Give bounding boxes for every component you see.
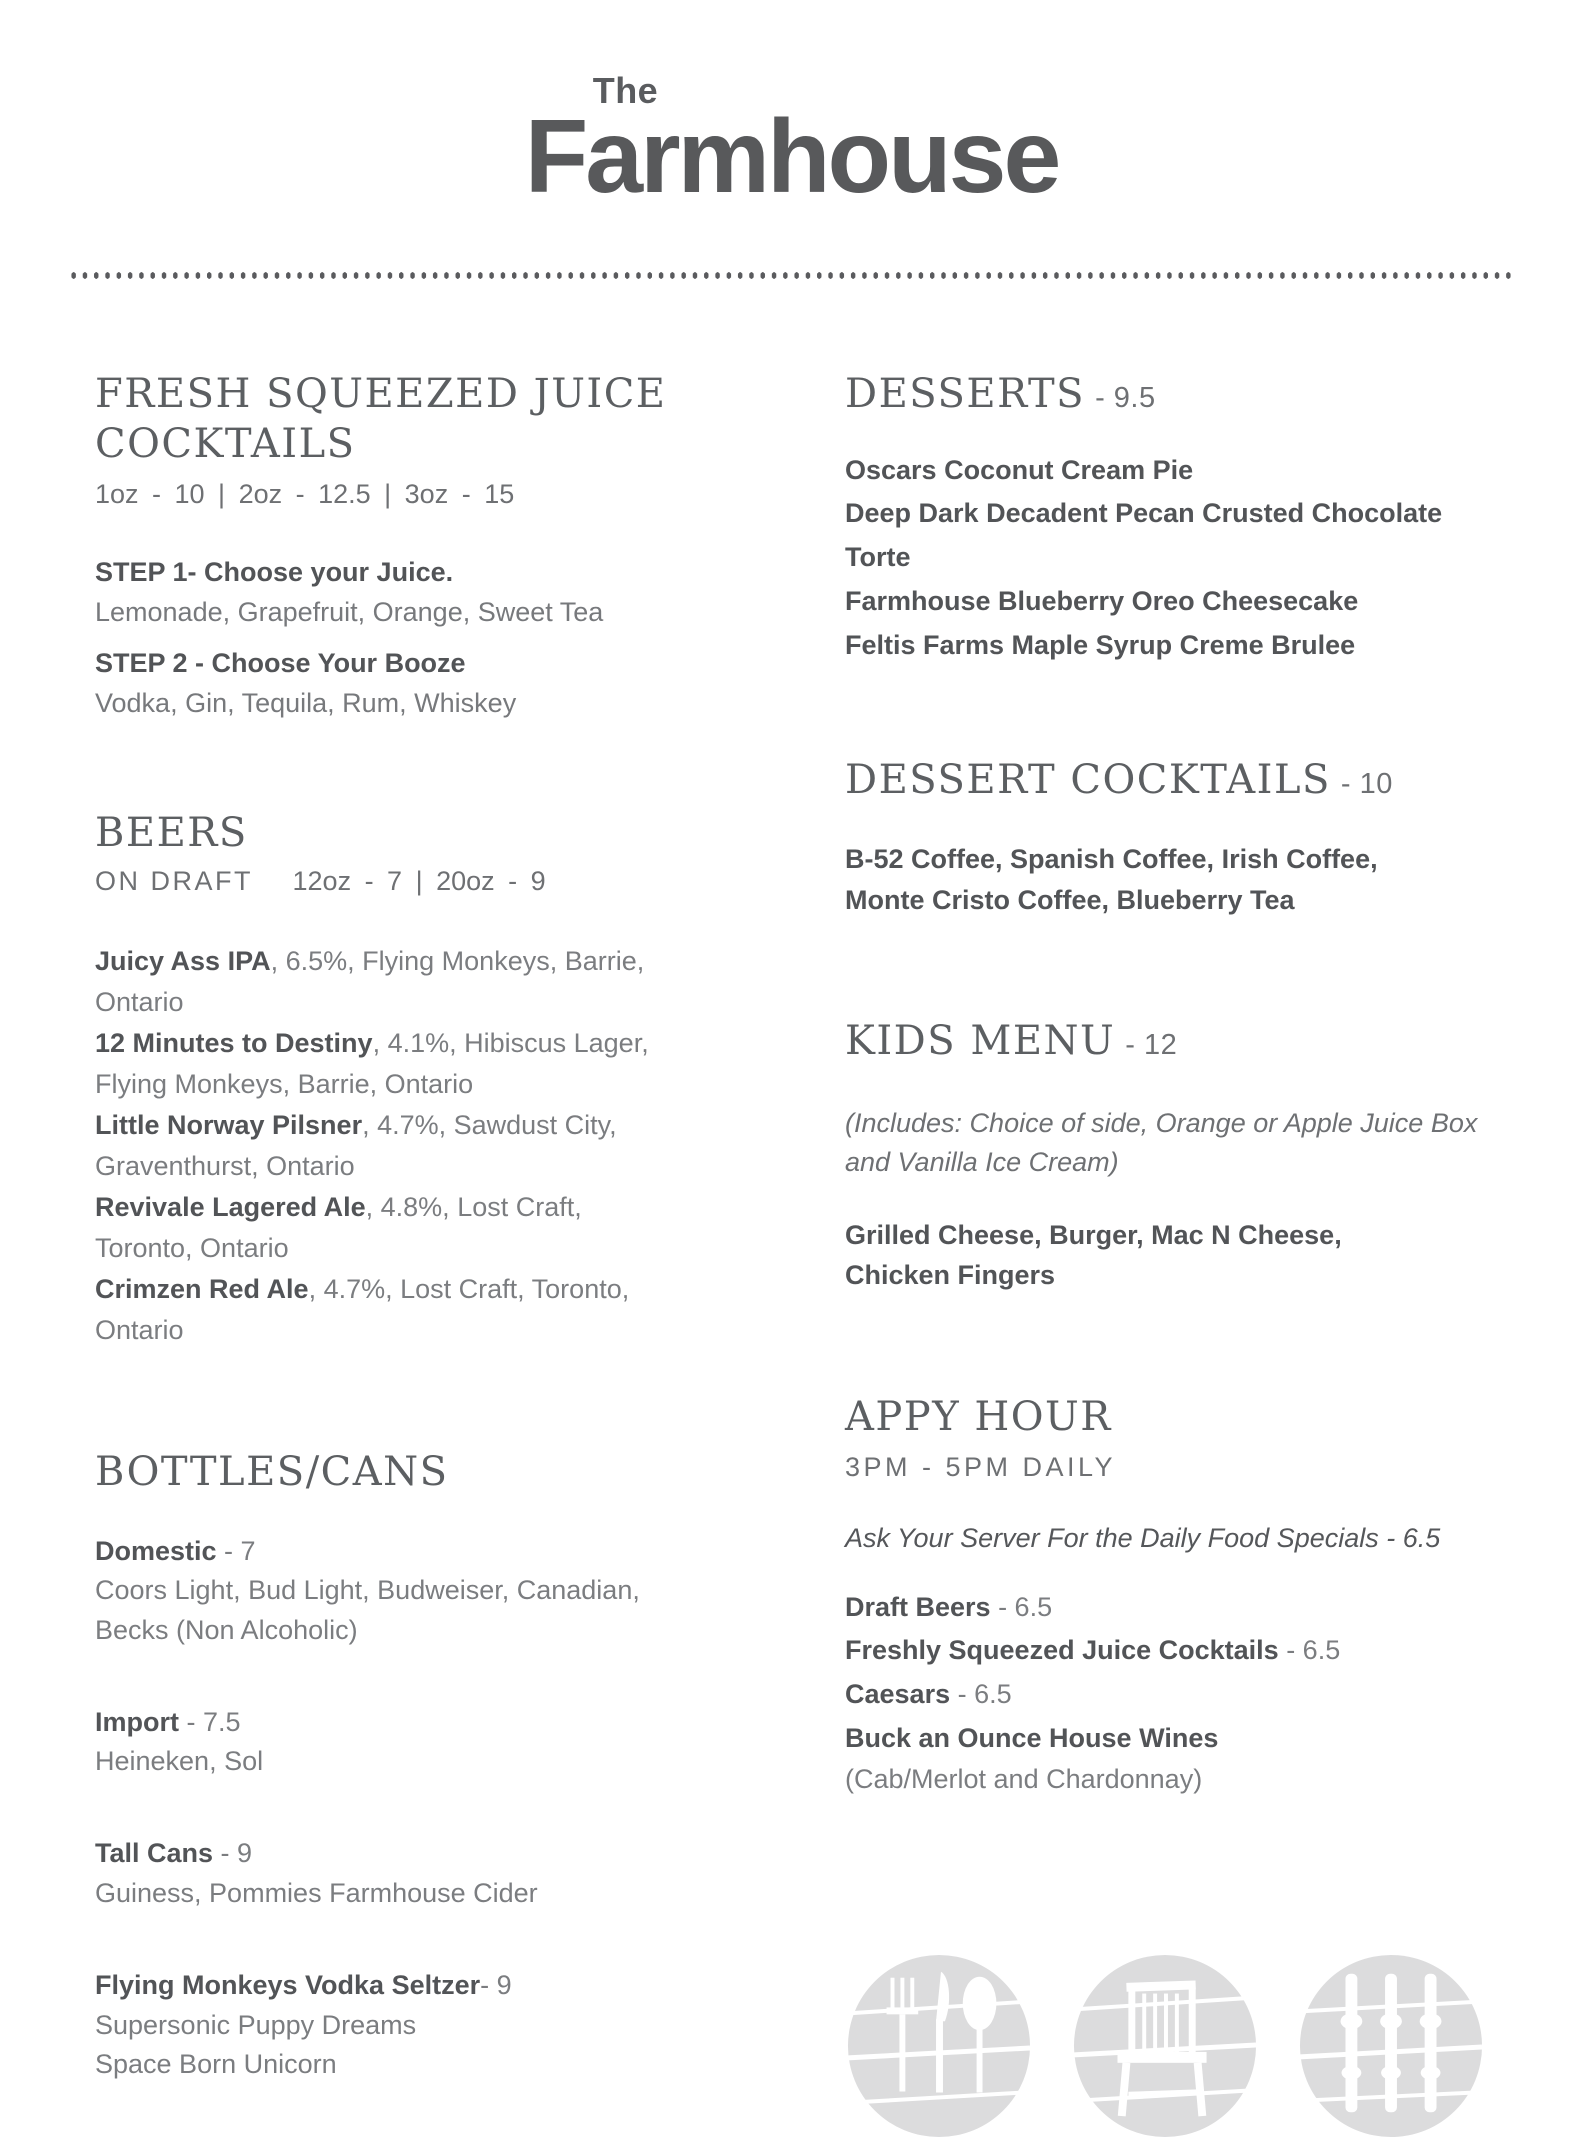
group-detail: Guiness, Pommies Farmhouse Cider (95, 1877, 538, 1908)
list-item (95, 941, 675, 1023)
restaurant-logo (0, 70, 1583, 215)
on-draft-prices: 12oz - 7 | 20oz - 9 (292, 865, 546, 896)
beer-details: , 4.7%, Sawdust City, Graventhurst, Ontario (95, 1109, 617, 1181)
group-price: - 7.5 (179, 1706, 241, 1737)
step1-options: Lemonade, Grapefruit, Orange, Sweet Tea (95, 597, 604, 628)
beers-heading: BEERS (95, 809, 248, 856)
group-name: Flying Monkeys Vodka Seltzer (95, 1970, 481, 2001)
beer-list (95, 941, 675, 1351)
logo-farmhouse-text: Farmhouse (524, 99, 1059, 215)
beer-name: Crimzen Red Ale (95, 1273, 309, 1304)
group-detail: Coors Light, Bud Light, Budweiser, Canadian, Becks (Non Alcoholic) (95, 1575, 640, 1645)
appy-item-price: - 6.5 (950, 1679, 1012, 1710)
step2-label: STEP 2 - Choose Your Booze (95, 647, 466, 678)
appy-item-price: - 6.5 (1278, 1635, 1341, 1666)
bottles-cans-heading: BOTTLES/CANS (95, 1448, 449, 1495)
group-detail2: Space Born Unicorn (95, 2048, 337, 2079)
appy-hour-specials: Ask Your Server For the Daily Food Specials - 6.5 (845, 1522, 1441, 1553)
list-item (95, 1269, 675, 1351)
dotted-divider (68, 270, 1517, 281)
group-price: - 9 (213, 1838, 253, 1869)
kids-menu-price: - 12 (1125, 1029, 1178, 1062)
on-draft-label: ON DRAFT (95, 865, 253, 896)
list-item (845, 1586, 1505, 1630)
list-item (95, 1105, 675, 1187)
dessert-cocktails-heading-text: DESSERT COCKTAILS (845, 757, 1331, 804)
group-title (95, 1965, 675, 2006)
bottles-group-vodka-seltzer (95, 1965, 675, 2084)
beer-name: Little Norway Pilsner (95, 1109, 363, 1140)
beer-name: 12 Minutes to Destiny (95, 1027, 373, 1058)
list-item (95, 1023, 675, 1105)
beer-details: , 4.7%, Lost Craft, Toronto, Ontario (95, 1273, 630, 1345)
bottles-group-import (95, 1702, 675, 1782)
table-legs-icon (1297, 1952, 1485, 2140)
kids-includes-note: (Includes: Choice of side, Orange or Apple Juice Box and Vanilla Ice Cream) (845, 1108, 1478, 1178)
group-title (95, 1531, 675, 1572)
appy-hour-heading: APPY HOUR (845, 1393, 1112, 1440)
kids-menu-heading-text: KIDS MENU (845, 1018, 1116, 1065)
list-item: Oscars Coconut Cream Pie (845, 454, 1194, 485)
group-name: Tall Cans (95, 1838, 214, 1869)
dessert-cocktails-price: - 10 (1340, 768, 1393, 801)
group-title (95, 1702, 675, 1743)
fork-and-spoon-icon (845, 1952, 1033, 2140)
beer-name: Juicy Ass IPA (95, 945, 271, 976)
appy-item-name: Buck an Ounce House Wines (845, 1722, 1219, 1753)
list-item (845, 1673, 1505, 1717)
appy-item-name: Freshly Squeezed Juice Cocktails (845, 1635, 1279, 1666)
group-title (95, 1833, 675, 1874)
appy-item-name: Caesars (845, 1679, 951, 1710)
desserts-heading-text: DESSERTS (845, 370, 1086, 417)
menu-columns (0, 369, 1583, 2140)
list-item: Farmhouse Blueberry Oreo Cheesecake (845, 585, 1359, 616)
bottles-group-domestic (95, 1531, 675, 1650)
desserts-heading (845, 369, 1505, 419)
bottles-group-tall-cans (95, 1833, 675, 1913)
kids-menu-heading (845, 1016, 1505, 1066)
juice-cocktails-heading: FRESH SQUEEZED JUICE COCKTAILS (95, 370, 667, 467)
appy-hour-list (845, 1586, 1505, 1797)
beer-name: Revivale Lagered Ale (95, 1191, 366, 1222)
step2-options: Vodka, Gin, Tequila, Rum, Whiskey (95, 688, 517, 719)
kids-items: Grilled Cheese, Burger, Mac N Cheese, Chicken Fingers (845, 1219, 1342, 1291)
beer-details: , 4.1%, Hibiscus Lager, Flying Monkeys, Barrie, Ontario (95, 1027, 649, 1099)
left-column (95, 369, 675, 2140)
step1-label: STEP 1- Choose your Juice. (95, 556, 454, 587)
appy-item-price: - 6.5 (990, 1591, 1053, 1622)
list-item: Deep Dark Decadent Pecan Crusted Chocolate Torte (845, 498, 1443, 573)
on-draft-line (95, 866, 675, 897)
juice-prices: 1oz - 10 | 2oz - 12.5 | 3oz - 15 (95, 478, 515, 509)
list-item (845, 1717, 1505, 1761)
juice-steps (95, 552, 675, 724)
appy-hour-times: 3PM - 5PM DAILY (845, 1451, 1117, 1482)
beer-details: , 4.8%, Lost Craft, Toronto, Ontario (95, 1191, 582, 1263)
list-item: Feltis Farms Maple Syrup Creme Brulee (845, 629, 1356, 660)
dessert-list (845, 449, 1505, 668)
group-detail: Heineken, Sol (95, 1746, 264, 1777)
chair-icon (1071, 1952, 1259, 2140)
footer-icon-row (845, 1952, 1505, 2140)
logo-the-text: The (592, 70, 659, 111)
appy-item-name: Draft Beers (845, 1591, 991, 1622)
right-column (845, 369, 1505, 2140)
list-item (845, 1629, 1505, 1673)
group-price: - 7 (216, 1535, 256, 1566)
beer-details: , 6.5%, Flying Monkeys, Barrie, Ontario (95, 945, 645, 1017)
group-name: Import (95, 1706, 179, 1737)
desserts-price: - 9.5 (1095, 381, 1156, 414)
group-price: - 9 (480, 1970, 512, 2001)
group-name: Domestic (95, 1535, 217, 1566)
dessert-cocktails-items: B-52 Coffee, Spanish Coffee, Irish Coffee, Monte Cristo Coffee, Blueberry Tea (845, 844, 1378, 915)
wines-detail: (Cab/Merlot and Chardonnay) (845, 1763, 1203, 1794)
list-item (95, 1187, 675, 1269)
dessert-cocktails-heading (845, 755, 1505, 805)
group-detail: Supersonic Puppy Dreams (95, 2009, 417, 2040)
